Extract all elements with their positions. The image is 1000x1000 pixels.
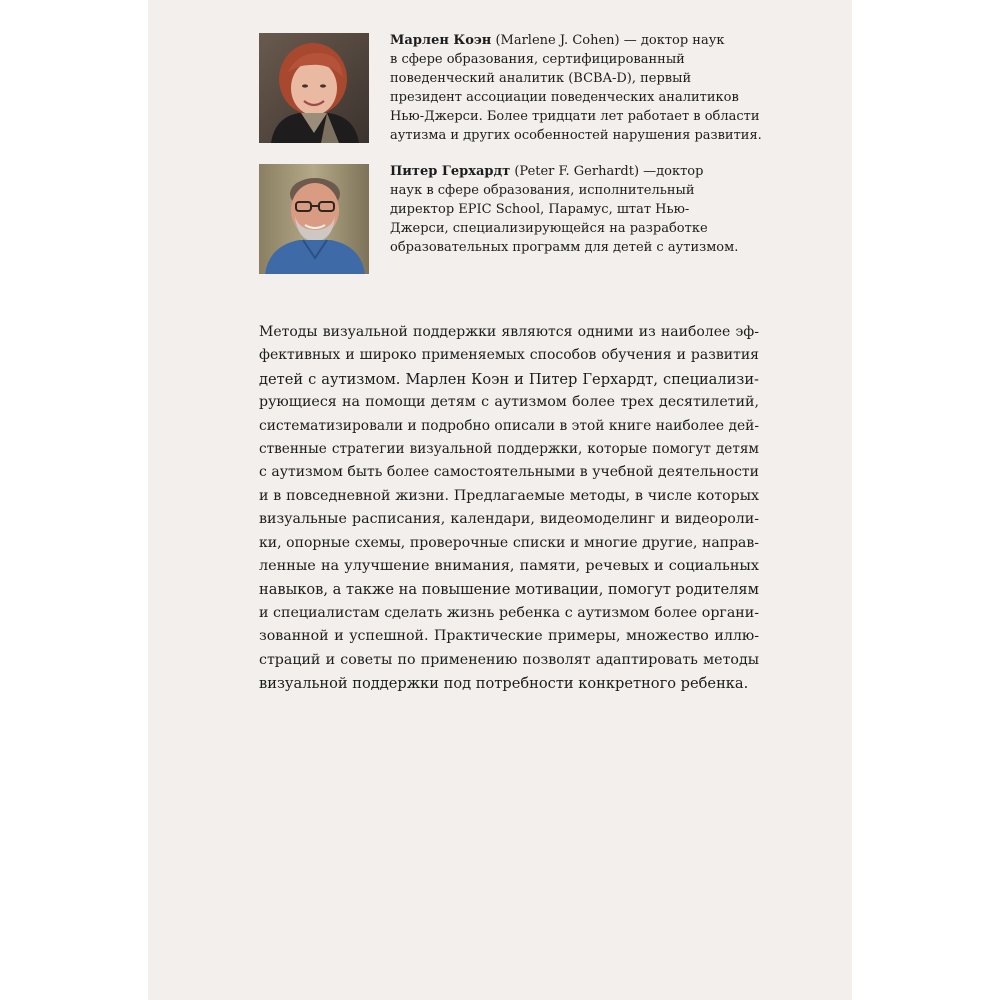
bio-line: Нью-Джерси. Более тридцати лет работает в области (390, 109, 760, 124)
description-line: ственные стратегии визуальной поддержки, которые помогут детям (259, 441, 759, 458)
bio-line: директор EPIC School, Парамус, штат Нью- (390, 202, 690, 217)
author-latin-name: (Peter F. Gerhardt) (514, 164, 640, 179)
book-back-cover (148, 0, 852, 1000)
author-latin-name: (Marlene J. Cohen) (495, 33, 620, 48)
bio-line: — доктор наук (619, 33, 725, 48)
description-line: рующиеся на помощи детям с аутизмом более трех десятилетий, (259, 394, 759, 411)
description-line: и специалистам сделать жизнь ребенка с аутизмом более органи- (259, 604, 759, 621)
author-block-cohen (259, 33, 779, 143)
description-line: навыков, а также на повышение мотивации, помогут родителям (259, 581, 759, 599)
author-name: Питер Герхардт (390, 164, 511, 179)
author-name: Марлен Коэн (390, 33, 492, 48)
bio-line: в сфере образования, сертифицированный (390, 52, 685, 67)
description-line: ленные на улучшение внимания, памяти, речевых и социальных (259, 558, 759, 575)
description-line: ки, опорные схемы, проверочные списки и многие другие, направ- (259, 534, 759, 551)
bio-line: образовательных программ для детей с аутизмом. (390, 240, 739, 255)
bio-line: наук в сфере образования, исполнительный (390, 183, 695, 198)
author-photo-cohen (259, 33, 369, 143)
description-line: и в повседневной жизни. Предлагаемые методы, в числе которых (259, 487, 759, 504)
author-bio-cohen (390, 31, 790, 145)
description-line: страций и советы по применению позволят адаптировать методы (259, 651, 759, 668)
description-line: с аутизмом быть более самостоятельными в учебной деятельности (259, 464, 759, 481)
bio-line: аутизма и других особенностей нарушения развития. (390, 128, 762, 143)
description-line: фективных и широко применяемых способов обучения и развития (259, 347, 759, 364)
bio-line: президент ассоциации поведенческих аналитиков (390, 90, 739, 105)
description-line: систематизировали и подробно описали в этой книге наиболее дей- (259, 417, 759, 434)
description-line: визуальные расписания, календари, видеомоделинг и видеороли- (259, 511, 759, 528)
author-photo-gerhardt (259, 164, 369, 274)
bio-line: Джерси, специализирующейся на разработке (390, 221, 708, 236)
description-line: зованной и успешной. Практические примеры, множество иллю- (259, 628, 759, 645)
bio-line: —доктор (639, 164, 704, 179)
book-description (259, 321, 759, 696)
description-line: детей с аутизмом. Марлен Коэн и Питер Герхардт, специализи- (259, 370, 759, 388)
description-line: Методы визуальной поддержки являются одними из наиболее эф- (259, 324, 759, 340)
description-line: визуальной поддержки под потребности конкретного ребенка. (259, 675, 749, 693)
author-bio-gerhardt (390, 162, 790, 257)
bio-line: поведенческий аналитик (BCBA-D), первый (390, 71, 692, 86)
author-block-gerhardt (259, 164, 779, 274)
